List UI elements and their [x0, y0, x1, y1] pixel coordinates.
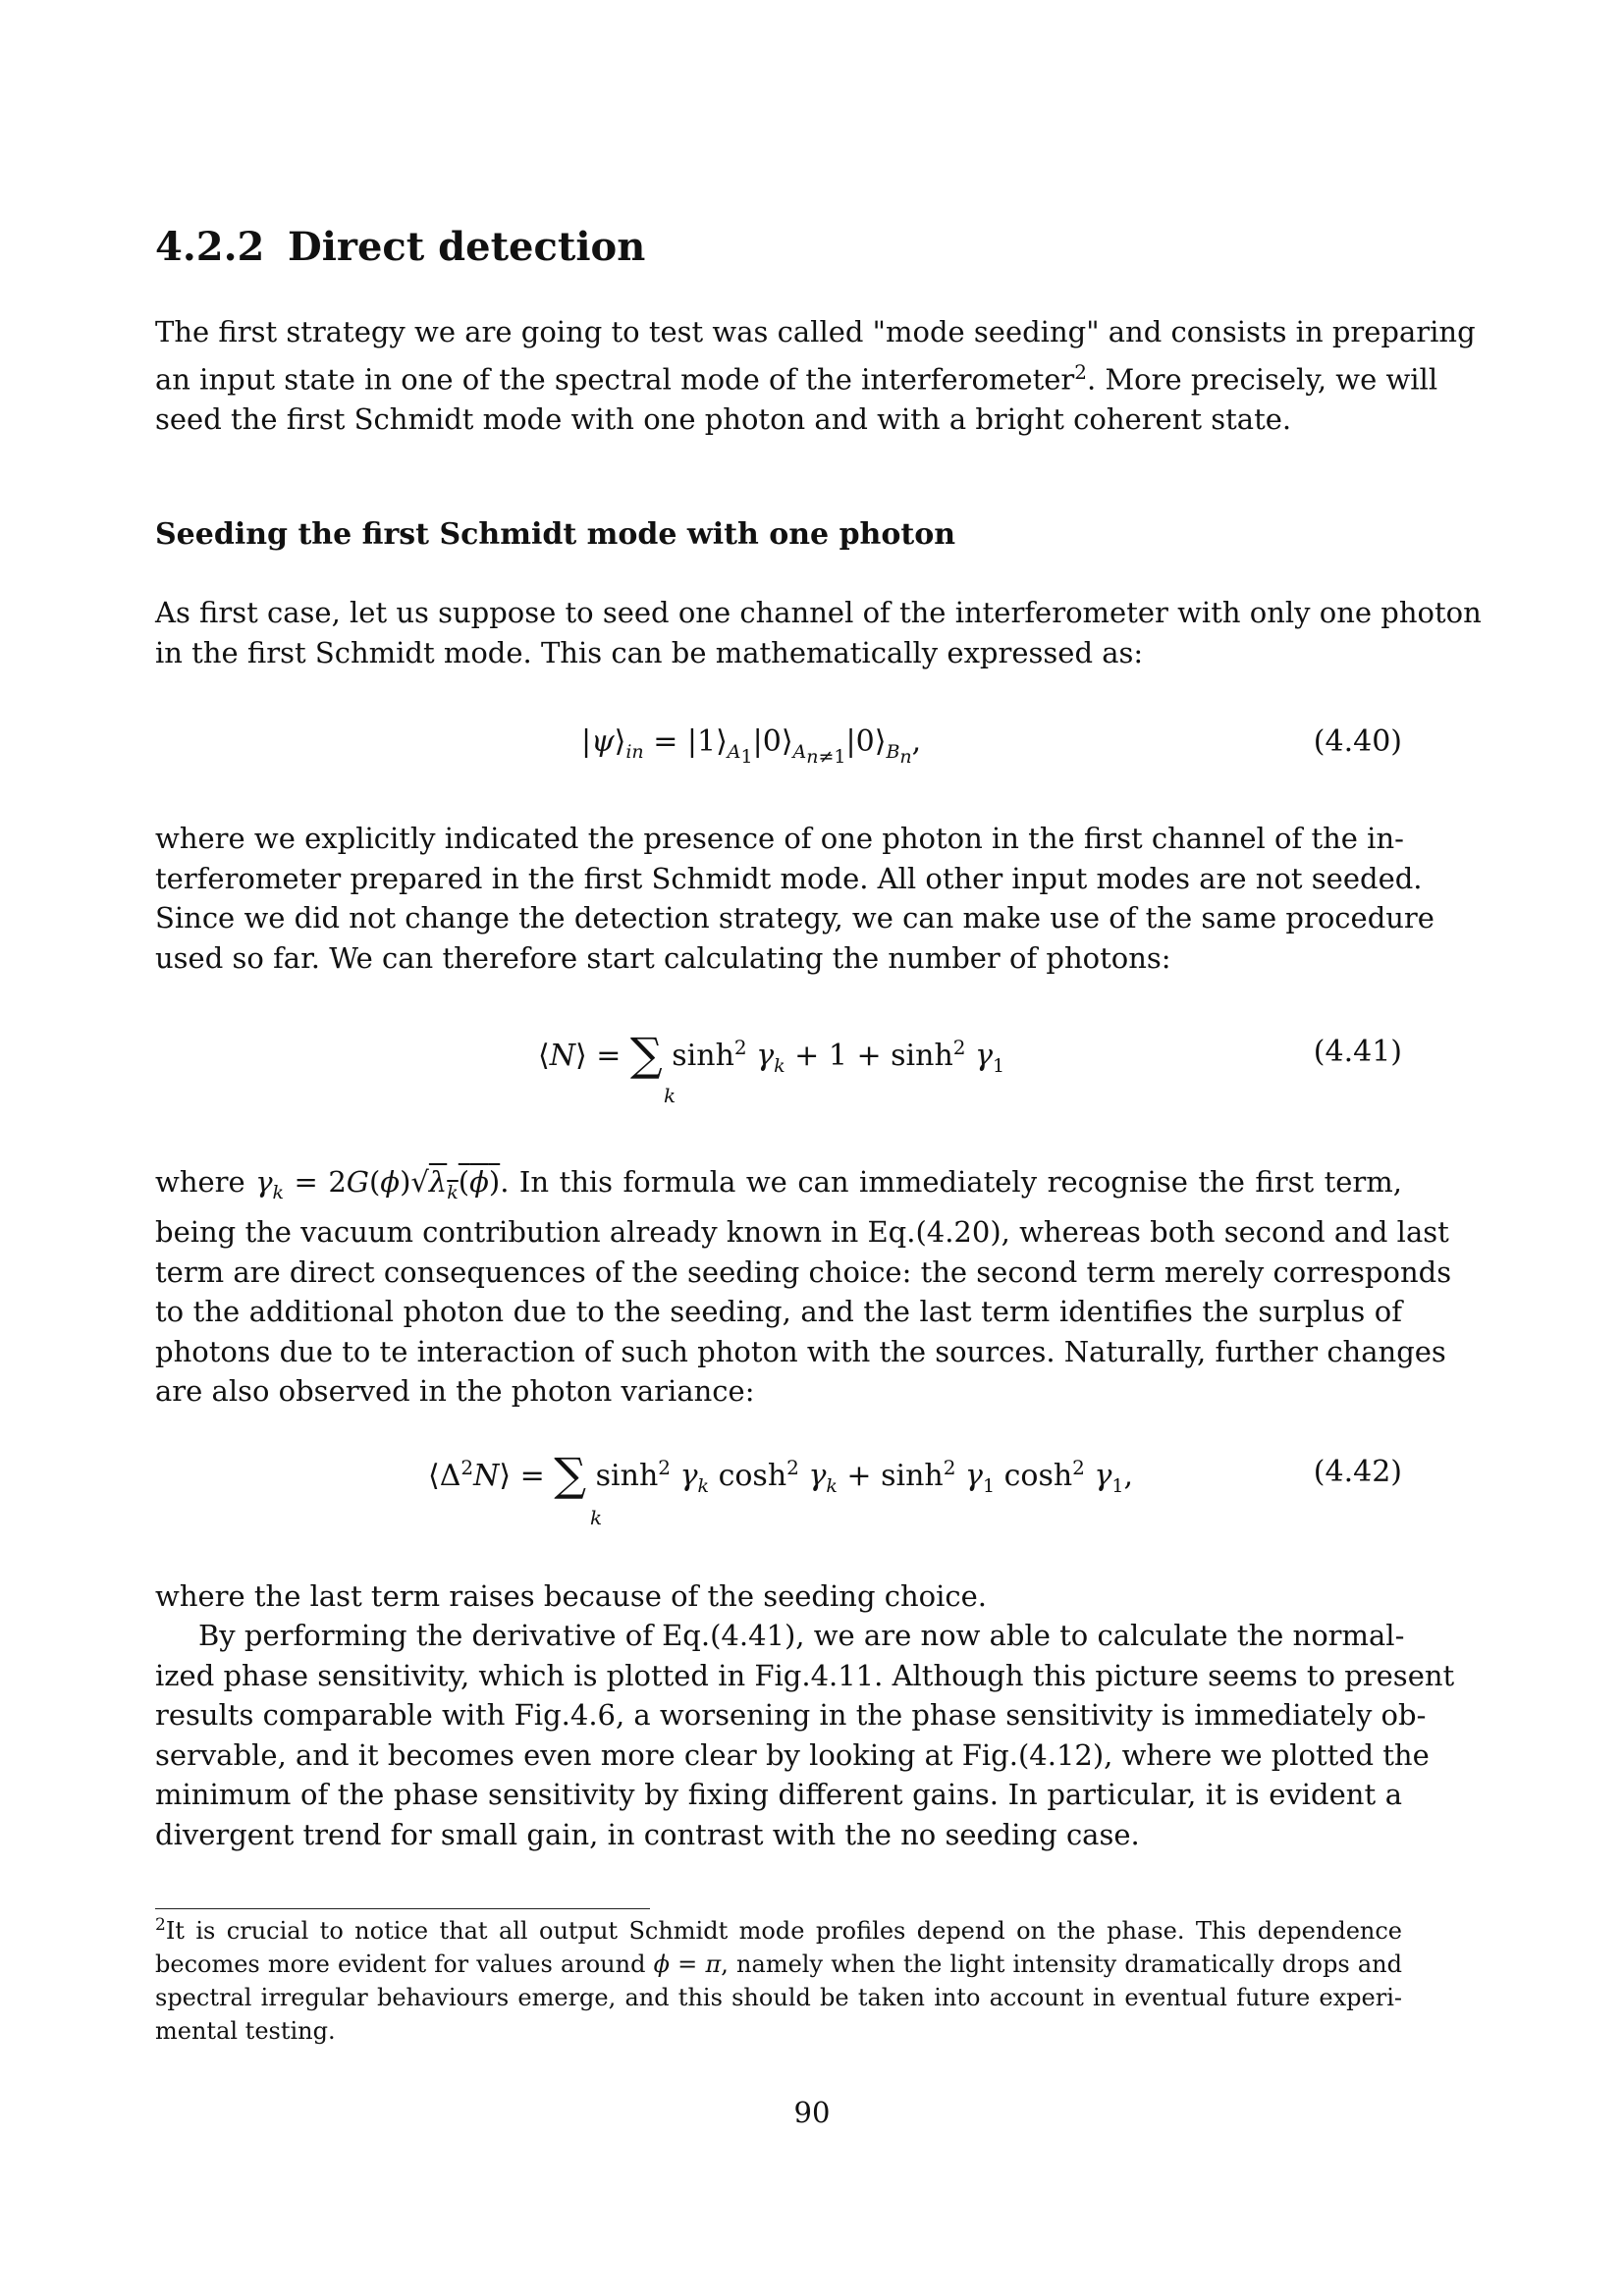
equation-body: ⟨N⟩ = ∑ $\sinh^2 \gamma_k + 1 + \sinh^2 \gamma_1$ — [538, 1028, 1005, 1081]
text-line: terferometer prepared in the first Schmidt mode. All other input modes are not seeded. — [155, 861, 1423, 895]
equation-number: (4.42) — [1313, 1455, 1402, 1489]
text-line: term are direct consequences of the seeding choice: the second term merely corresponds — [155, 1255, 1452, 1289]
text-line: The first strategy we are going to test was called "mode seeding" and consists in preparing — [155, 315, 1476, 348]
paragraph — [155, 593, 1482, 672]
text-line: divergent trend for small gain, in contrast with the no seeding case. — [155, 1817, 1140, 1851]
page-number: 90 — [793, 2096, 831, 2129]
text-span: . In this formula we can immediately recognise the first term, — [500, 1165, 1402, 1199]
section-number: 4.2.2 — [155, 224, 265, 270]
text-line: servable, and it becomes even more clear by looking at Fig.(4.12), where we plotted the — [155, 1737, 1430, 1772]
equation-4-41 — [155, 1028, 1402, 1113]
text-line: where the last term raises because of the seeding choice. — [155, 1579, 988, 1613]
text-line: minimum of the phase sensitivity by fixing different gains. In particular, it is evident a — [155, 1778, 1402, 1811]
equation-number: (4.40) — [1313, 724, 1402, 759]
paragraph — [155, 1616, 1455, 1854]
text-line: are also observed in the photon variance: — [155, 1374, 755, 1409]
footnote-reference[interactable]: 2 — [1074, 359, 1088, 384]
paragraph — [155, 1576, 1402, 1617]
footnote-mark: 2 — [155, 1915, 166, 1935]
footnote — [155, 1914, 1402, 2048]
text-span: becomes more evident for values around — [155, 1950, 646, 1978]
equation-4-40 — [155, 724, 1402, 768]
footnote-divider — [155, 1908, 650, 1909]
equation-body: $|\psi⟩_{in}$ = $|1⟩_{A_1}|0⟩_{A_{n\ne 1}}|0⟩_{B_n}$, — [581, 724, 922, 768]
paragraph — [155, 1162, 1452, 1412]
text-span: It is crucial to notice that all output Schmidt mode profiles depend on the phase. This dependence — [165, 1917, 1402, 1945]
text-line: to the additional photon due to the seeding, and the last term identifies the surplus of — [155, 1295, 1402, 1329]
text-line: results comparable with Fig.4.6, a worsening in the phase sensitivity is immediately ob- — [155, 1698, 1427, 1732]
summation-index: k — [664, 1084, 677, 1107]
text-line: becomes more evident for values around ϕ = π, namely when the light intensity dramatically drops and — [155, 1950, 1402, 1978]
text-line — [155, 1914, 1402, 1948]
text-line: where $\gamma_k = 2G(\phi)√\lambda_k(\phi)$. In this formula we can immediately recognise the first term, — [155, 1165, 1402, 1203]
equation-4-42 — [155, 1448, 1402, 1533]
subsection-heading: Seeding the first Schmidt mode with one photon — [155, 517, 956, 552]
text-line: being the vacuum contribution already known in Eq.(4.20), whereas both second and last — [155, 1215, 1449, 1250]
text-line: in the first Schmidt mode. This can be mathematically expressed as: — [155, 635, 1144, 669]
equation-body: $⟨\Delta^2N⟩$ = ∑ $\sinh^2 \gamma_k$ $\cosh^2 \gamma_k + \sinh^2 \gamma_1$ $\cosh^2 \gamma_1$, — [428, 1448, 1134, 1501]
text-line: spectral irregular behaviours emerge, and this should be taken into account in eventual future experi- — [155, 1984, 1402, 2011]
text-span: . More precisely, we will — [1087, 362, 1438, 397]
text-line: ized phase sensitivity, which is plotted in Fig.4.11. Although this picture seems to present — [155, 1658, 1455, 1692]
text-span: an input state in one of the spectral mode of the interferometer — [155, 362, 1075, 397]
text-span: , namely when the light intensity dramatically drops and — [721, 1950, 1402, 1978]
summation-index: k — [590, 1506, 603, 1529]
text-line — [155, 352, 1438, 400]
intro-paragraph — [155, 312, 1476, 439]
text-span: where — [155, 1165, 245, 1199]
text-line: seed the first Schmidt mode with one photon and with a bright coherent state. — [155, 401, 1292, 436]
text-span: By performing the derivative of Eq.(4.41), we are now able to calculate the normal- — [198, 1619, 1405, 1652]
text-line — [155, 1616, 1405, 1656]
section-title: Direct detection — [288, 224, 646, 270]
text-line: Since we did not change the detection strategy, we can make use of the same procedure — [155, 901, 1435, 934]
paragraph — [155, 819, 1435, 978]
text-line: As first case, let us suppose to seed one channel of the interferometer with only one photon — [155, 596, 1482, 629]
text-line: mental testing. — [155, 2017, 336, 2045]
equation-number: (4.41) — [1313, 1035, 1402, 1069]
text-line: photons due to te interaction of such photon with the sources. Naturally, further changes — [155, 1334, 1446, 1368]
text-line: where we explicitly indicated the presence of one photon in the first channel of the in- — [155, 822, 1404, 855]
text-line: used so far. We can therefore start calculating the number of photons: — [155, 940, 1171, 975]
section-heading — [155, 224, 645, 270]
